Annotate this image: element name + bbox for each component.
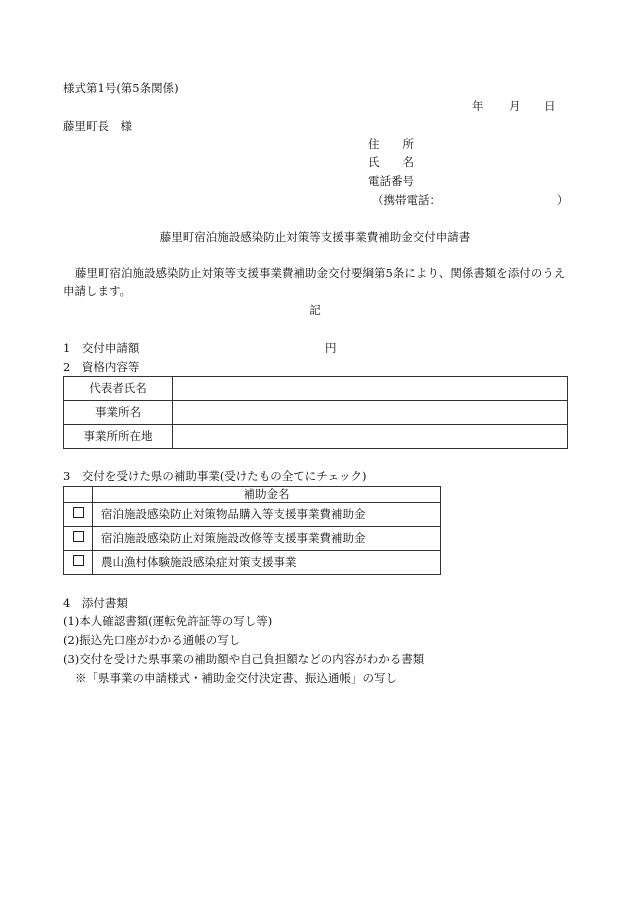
mobile-close-paren: ） bbox=[557, 193, 569, 207]
name-label: 氏 名 bbox=[368, 155, 414, 169]
subsidy-name-1: 宿泊施設感染防止対策物品購入等支援事業費補助金 bbox=[93, 503, 441, 527]
attachment-line-1: (1)本人確認書類(運転免許証等の写し等) bbox=[63, 614, 273, 628]
office-address-label: 事業所所在地 bbox=[64, 425, 173, 449]
rep-name-label: 代表者氏名 bbox=[64, 377, 173, 401]
body-text-line2: 申請します。 bbox=[63, 284, 132, 298]
rep-name-field[interactable] bbox=[173, 377, 568, 401]
table-row bbox=[64, 401, 568, 425]
attachment-line-3: (3)交付を受けた県事業の補助額や自己負担額などの内容がわかる書類 bbox=[63, 652, 425, 666]
attachment-note: ※「県事業の申請様式・補助金交付決定書、振込通帳」の写し bbox=[75, 671, 397, 685]
item4-label: 4 添付書類 bbox=[63, 596, 128, 610]
address-label: 住 所 bbox=[368, 137, 414, 151]
addressee: 藤里町長 様 bbox=[63, 119, 132, 133]
table-row bbox=[64, 527, 441, 551]
subsidy-table bbox=[63, 486, 441, 575]
office-address-field[interactable] bbox=[173, 425, 568, 449]
phone-label: 電話番号 bbox=[368, 174, 414, 188]
item2-label: 2 資格内容等 bbox=[63, 360, 140, 374]
table-header-row bbox=[64, 487, 441, 503]
office-name-field[interactable] bbox=[173, 401, 568, 425]
date-year-label: 年 bbox=[472, 99, 484, 113]
table-row bbox=[64, 425, 568, 449]
body-text-line1: 藤里町宿泊施設感染防止対策等支援事業費補助金交付要綱第5条により、関係書類を添付のうえ bbox=[75, 266, 566, 280]
subsidy-name-3: 農山漁村体験施設感染症対策支援事業 bbox=[93, 551, 441, 575]
qualification-table bbox=[63, 376, 568, 449]
item1-unit: 円 bbox=[325, 341, 337, 355]
subsidy-name-2: 宿泊施設感染防止対策施設改修等支援事業費補助金 bbox=[93, 527, 441, 551]
table-row bbox=[64, 503, 441, 527]
office-name-label: 事業所名 bbox=[64, 401, 173, 425]
checkbox-subsidy-2[interactable] bbox=[73, 531, 84, 542]
form-number: 様式第1号(第5条関係) bbox=[63, 81, 179, 95]
checkbox-subsidy-3[interactable] bbox=[73, 555, 84, 566]
item3-label: 3 交付を受けた県の補助事業(受けたもの全てにチェック) bbox=[63, 469, 367, 483]
ki-heading: 記 bbox=[309, 303, 321, 317]
item1-label: 1 交付申請額 bbox=[63, 341, 140, 355]
document-title: 藤里町宿泊施設感染防止対策等支援事業費補助金交付申請書 bbox=[159, 230, 471, 244]
table-row bbox=[64, 377, 568, 401]
mobile-label: （携帯電話： bbox=[372, 193, 441, 207]
subsidy-name-header: 補助金名 bbox=[93, 487, 441, 503]
attachment-line-2: (2)振込先口座がわかる通帳の写し bbox=[63, 633, 241, 647]
date-day-label: 日 bbox=[544, 99, 556, 113]
table-row bbox=[64, 551, 441, 575]
checkbox-subsidy-1[interactable] bbox=[73, 507, 84, 518]
date-month-label: 月 bbox=[509, 99, 521, 113]
